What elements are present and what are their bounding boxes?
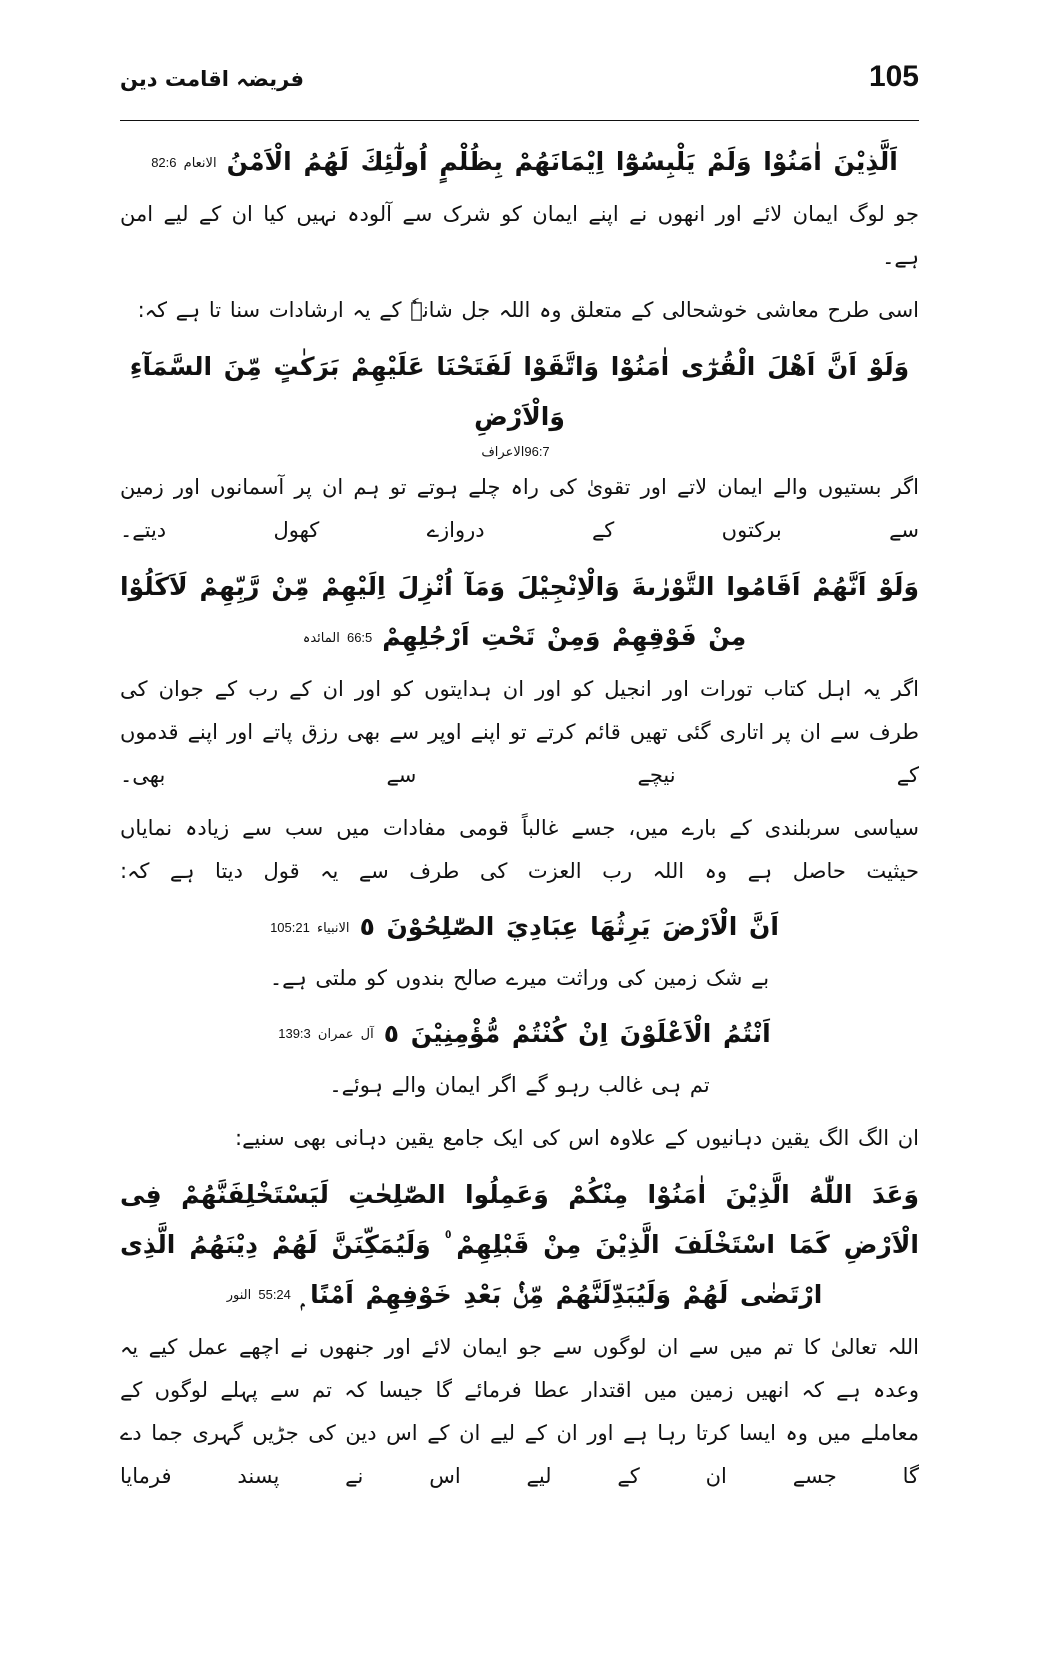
urdu-translation: اگر بستیوں والے ایمان لاتے اور تقویٰ کی راہ چلے ہوتے تو ہم ان پر آسمانوں اور زمین سے برکتوں کے دروازے کھول دیتے۔ [120, 475, 919, 543]
verse-reference [151, 150, 216, 177]
page-header [120, 60, 919, 116]
surah-name: النور [226, 1288, 252, 1304]
urdu-translation: جو لوگ ایمان لائے اور انھوں نے اپنے ایمان کو شرک سے آلودہ نہیں کیا ان کے لیے امن ہے۔ [120, 202, 919, 270]
surah-name: الانعام [183, 155, 217, 171]
verse-number: 66:5 [346, 629, 373, 645]
quran-verse-block [120, 1170, 919, 1320]
surah-name: الانبیاء [316, 920, 350, 936]
urdu-translation: تم ہی غالب رہو گے اگر ایمان والے ہوئے۔ [329, 1072, 710, 1097]
quran-verse-block [120, 137, 919, 187]
quran-verse-block [120, 342, 919, 460]
arabic-verse-text [120, 1010, 919, 1058]
header-divider [120, 120, 919, 121]
verse-reference [303, 625, 373, 652]
quran-verse-block [120, 903, 919, 951]
quran-verse-block [120, 1010, 919, 1058]
urdu-paragraph: اسی طرح معاشی خوشحالی کے متعلق وہ اللہ جل شانہٗ کے یہ ارشادات سنا تا ہے کہ: [137, 298, 919, 323]
arabic-text: وَلَوْ اَنَّهُمْ اَقَامُوا التَّوْرٰىةَ وَالْاِنْجِيْلَ وَمَآ اُنْزِلَ اِلَيْهِمْ مِّنْ رَّبِّهِمْ لَاَكَلُوْا مِنْ فَوْقِهِمْ وَمِنْ تَحْتِ اَرْجُلِهِمْ [120, 572, 919, 652]
arabic-verse-text [120, 903, 919, 951]
urdu-translation: اللہ تعالیٰ کا تم میں سے ان لوگوں سے جو ایمان لائے اور جنھوں نے اچھے عمل کیے یہ وعدہ ہے کہ انھیں زمین میں اقتدار عطا فرمائے گا جیسا کہ تم سے پہلے لوگوں کے معاملے میں وہ ایسا کرتا رہا ہے اور ان کے لیے ان کے اس دین کی جڑیں گہری جما دے گا جسے ان کے لیے اس نے پسند فرمایا [120, 1334, 919, 1488]
arabic-verse-text [120, 562, 919, 662]
page-content [120, 60, 919, 1539]
urdu-paragraph: سیاسی سربلندی کے بارے میں، جسے غالباً قومی مفادات میں سب سے زیادہ نمایاں حیثیت حاصل ہے وہ اللہ رب العزت کی طرف سے یہ قول دیتا ہے کہ: [120, 816, 919, 884]
verse-number: 105:21 [270, 919, 310, 935]
running-head: فریضہ اقامت دین [120, 67, 304, 91]
urdu-paragraph: ان الگ الگ یقین دہانیوں کے علاوہ اس کی ایک جامع یقین دہانی بھی سنیے: [235, 1125, 919, 1150]
arabic-verse-text [120, 1170, 919, 1320]
verse-reference [278, 1022, 373, 1048]
arabic-verse-text [120, 137, 919, 187]
arabic-text: وَعَدَ اللّٰهُ الَّذِيْنَ اٰمَنُوْا مِنْكُمْ وَعَمِلُوا الصّٰلِحٰتِ لَيَسْتَخْلِفَنَّهُمْ فِى الْاَرْضِ كَمَا اسْتَخْلَفَ الَّذِيْنَ مِنْ قَبْلِهِمْ ۠ وَلَيُمَكِّنَنَّ لَهُمْ دِيْنَهُمُ الَّذِى ارْتَضٰى لَهُمْ وَلَيُبَدِّلَنَّهُمْ مِّنْۢ بَعْدِ خَوْفِهِمْ اَمْنًا ۭ [120, 1179, 919, 1309]
surah-name: الاعراف [481, 445, 525, 461]
verse-number: 96:7 [524, 444, 550, 460]
quran-verse-block [120, 562, 919, 662]
surah-name: آل عمران [317, 1027, 374, 1043]
verse-reference [270, 916, 349, 942]
arabic-text: اَلَّذِيْنَ اٰمَنُوْا وَلَمْ يَلْبِسُوْٓا اِيْمَانَهُمْ بِظُلْمٍ اُولٰٓئِكَ لَهُمُ الْاَمْنُ [226, 147, 898, 176]
verse-reference [227, 1282, 291, 1309]
urdu-translation: اگر یہ اہل کتاب تورات اور انجیل کو اور ان ہدایتوں کو اور ان کے رب کے جوان کی طرف سے ان پر اتاری گئی تھیں قائم کرتے تو اپنے اوپر سے بھی رزق پاتے اور اپنے قدموں کے نیچے سے بھی۔ [120, 677, 919, 788]
arabic-verse-text: وَلَوْ اَنَّ اَهْلَ الْقُرٰٓى اٰمَنُوْا وَاتَّقَوْا لَفَتَحْنَا عَلَيْهِمْ بَرَكٰتٍ مِّنَ السَّمَآءِ وَالْاَرْضِ [129, 352, 910, 432]
arabic-text: اَنَّ الْاَرْضَ يَرِثُهَا عِبَادِيَ الصّٰلِحُوْنَ ٥ [359, 912, 779, 942]
urdu-translation: بے شک زمین کی وراثت میرے صالح بندوں کو ملتی ہے۔ [269, 965, 770, 990]
verse-number: 139:3 [278, 1026, 311, 1042]
arabic-text: اَنْتُمُ الْاَعْلَوْنَ اِنْ كُنْتُمْ مُّؤْمِنِيْنَ ٥ [383, 1019, 771, 1049]
verse-number: 55:24 [258, 1287, 291, 1303]
surah-name: المائدہ [302, 630, 340, 646]
verse-number: 82:6 [151, 154, 177, 170]
verse-reference [120, 444, 919, 460]
page-number: 105 [868, 60, 919, 93]
